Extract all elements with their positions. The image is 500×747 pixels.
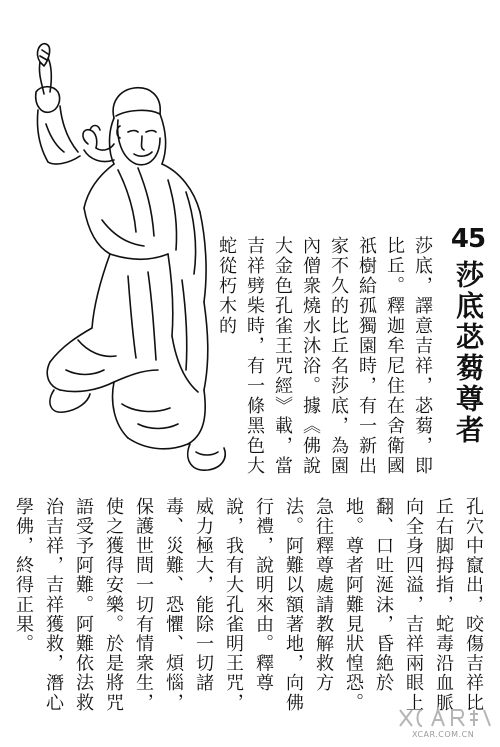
raised-arm-sleeve: [37, 106, 80, 164]
raised-hand: [36, 44, 60, 113]
robe-lower: [47, 254, 208, 392]
chapter-title: [444, 226, 492, 476]
seat-rock: [113, 382, 206, 449]
watermark-logo-icon: [392, 704, 496, 732]
chapter-number: 45: [450, 224, 486, 254]
lower-body-text: [13, 497, 488, 722]
feet: [50, 390, 225, 470]
watermark-text: XCAR.COM.CN: [412, 730, 475, 739]
head: [110, 88, 166, 165]
robe-torso: [84, 164, 206, 302]
site-watermark: [392, 704, 496, 744]
upper-paragraph: 莎底，譯意吉祥，苾蒭，即比丘。釋迦牟尼住在舍衛國祇樹給孤獨園時，有一新出家不久的比丘名莎底，為園內僧衆燒水沐浴。據《佛說大金色孔雀王咒經》載，當吉祥劈柴時，有一條黑色大蛇從朽木的: [216, 236, 433, 476]
arhat-name: 莎底苾蒭尊者: [452, 260, 485, 446]
lower-paragraph: 孔穴中竄出，咬傷吉祥比丘右脚拇指，蛇毒沿血脈向全身四溢，吉祥兩眼上翻、口吐涎沫，昏絶於地。尊者阿難見狀惶恐。急往釋尊處請教解救方法。阿難以額著地，向佛行禮，說明來由。釋尊說，我有大孔雀明王咒，威力極大，能除一切諸毒、災難、恐懼、煩惱，保護世間一切有情衆生，使之獲得安樂。於是將咒語受予阿難。阿難依法救治吉祥，吉祥獲救，潛心學佛，終得正果。: [13, 497, 484, 713]
arhat-illustration: [18, 40, 233, 485]
upper-body-text: [216, 236, 436, 486]
